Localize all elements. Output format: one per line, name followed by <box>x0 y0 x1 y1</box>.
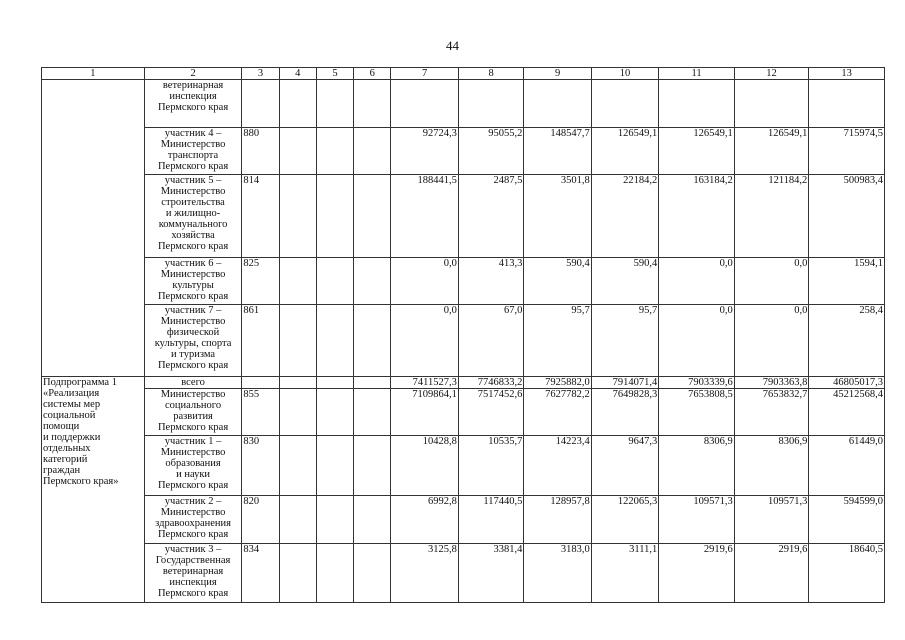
value-cell-col-12: 2919,6 <box>734 544 809 603</box>
code-cell: 820 <box>242 496 279 544</box>
value-cell-col-6 <box>354 258 391 305</box>
value-cell-col-12: 8306,9 <box>734 436 809 496</box>
table-row <box>42 496 885 544</box>
value-cell-col-8: 117440,5 <box>458 496 523 544</box>
value-cell-col-13: 18640,5 <box>809 544 885 603</box>
value-cell-col-7: 7411527,3 <box>391 377 458 389</box>
value-cell-col-7: 0,0 <box>391 305 458 377</box>
value-cell-col-12: 0,0 <box>734 305 809 377</box>
value-cell-col-9: 148547,7 <box>524 128 591 175</box>
value-cell-col-10: 3111,1 <box>591 544 658 603</box>
column-number-12: 12 <box>734 68 809 80</box>
value-cell-col-10: 22184,2 <box>591 175 658 258</box>
value-cell-col-13: 258,4 <box>809 305 885 377</box>
value-cell-col-9: 590,4 <box>524 258 591 305</box>
executor-cell: Министерство социального развития Пермского края <box>144 389 242 436</box>
value-cell-col-8: 10535,7 <box>458 436 523 496</box>
value-cell-col-11: 8306,9 <box>659 436 735 496</box>
executor-cell: участник 2 – Министерство здравоохранения Пермского края <box>144 496 242 544</box>
code-cell: 830 <box>242 436 279 496</box>
value-cell-col-5 <box>316 544 353 603</box>
column-number-9: 9 <box>524 68 591 80</box>
value-cell-col-5 <box>316 305 353 377</box>
value-cell-col-13: 594599,0 <box>809 496 885 544</box>
program-cell <box>42 80 145 377</box>
value-cell-col-13: 46805017,3 <box>809 377 885 389</box>
value-cell-col-9: 7627782,2 <box>524 389 591 436</box>
value-cell-col-10 <box>591 80 658 128</box>
value-cell-col-13: 61449,0 <box>809 436 885 496</box>
code-cell: 861 <box>242 305 279 377</box>
value-cell-col-12: 7903363,8 <box>734 377 809 389</box>
column-number-7: 7 <box>391 68 458 80</box>
subprogram-cell: Подпрограмма 1 «Реализация системы мер социальной помощи и поддержки отдельных категорий граждан Пермского края» <box>42 377 145 603</box>
value-cell-col-5 <box>316 80 353 128</box>
code-cell <box>242 80 279 128</box>
value-cell-col-11: 7903339,6 <box>659 377 735 389</box>
value-cell-col-4 <box>279 305 316 377</box>
table-row <box>42 258 885 305</box>
value-cell-col-12: 109571,3 <box>734 496 809 544</box>
value-cell-col-11: 126549,1 <box>659 128 735 175</box>
value-cell-col-10: 95,7 <box>591 305 658 377</box>
value-cell-col-9: 7925882,0 <box>524 377 591 389</box>
value-cell-col-4 <box>279 377 316 389</box>
value-cell-col-8: 2487,5 <box>458 175 523 258</box>
value-cell-col-12: 0,0 <box>734 258 809 305</box>
value-cell-col-6 <box>354 377 391 389</box>
value-cell-col-7: 7109864,1 <box>391 389 458 436</box>
value-cell-col-11: 0,0 <box>659 305 735 377</box>
value-cell-col-9: 3183,0 <box>524 544 591 603</box>
page-number: 44 <box>446 38 459 53</box>
value-cell-col-4 <box>279 258 316 305</box>
value-cell-col-4 <box>279 175 316 258</box>
value-cell-col-6 <box>354 389 391 436</box>
executor-cell: ветеринарная инспекция Пермского края <box>144 80 242 128</box>
table-row <box>42 544 885 603</box>
table-row <box>42 175 885 258</box>
value-cell-col-13: 715974,5 <box>809 128 885 175</box>
table-header-row <box>42 68 885 80</box>
code-cell: 880 <box>242 128 279 175</box>
table-row <box>42 128 885 175</box>
executor-cell: участник 7 – Министерство физической культуры, спорта и туризма Пермского края <box>144 305 242 377</box>
value-cell-col-10: 7649828,3 <box>591 389 658 436</box>
executor-cell: участник 6 – Министерство культуры Пермского края <box>144 258 242 305</box>
executor-cell: участник 4 – Министерство транспорта Пермского края <box>144 128 242 175</box>
value-cell-col-5 <box>316 496 353 544</box>
code-cell: 834 <box>242 544 279 603</box>
value-cell-col-8: 95055,2 <box>458 128 523 175</box>
table-row <box>42 305 885 377</box>
value-cell-col-5 <box>316 128 353 175</box>
value-cell-col-8: 7746833,2 <box>458 377 523 389</box>
value-cell-col-5 <box>316 258 353 305</box>
value-cell-col-9: 14223,4 <box>524 436 591 496</box>
column-number-2: 2 <box>144 68 242 80</box>
code-cell: 825 <box>242 258 279 305</box>
value-cell-col-10: 590,4 <box>591 258 658 305</box>
value-cell-col-11: 7653808,5 <box>659 389 735 436</box>
table-row <box>42 377 885 389</box>
value-cell-col-12: 7653832,7 <box>734 389 809 436</box>
executor-cell: участник 5 – Министерство строительства и жилищно- коммунального хозяйства Пермского края <box>144 175 242 258</box>
column-number-6: 6 <box>354 68 391 80</box>
value-cell-col-5 <box>316 175 353 258</box>
value-cell-col-6 <box>354 80 391 128</box>
value-cell-col-13: 500983,4 <box>809 175 885 258</box>
value-cell-col-9: 3501,8 <box>524 175 591 258</box>
value-cell-col-7 <box>391 80 458 128</box>
value-cell-col-9 <box>524 80 591 128</box>
value-cell-col-10: 126549,1 <box>591 128 658 175</box>
value-cell-col-9: 95,7 <box>524 305 591 377</box>
value-cell-col-6 <box>354 305 391 377</box>
value-cell-col-6 <box>354 128 391 175</box>
code-cell: 814 <box>242 175 279 258</box>
value-cell-col-8: 67,0 <box>458 305 523 377</box>
table-row <box>42 80 885 128</box>
value-cell-col-8: 3381,4 <box>458 544 523 603</box>
column-number-8: 8 <box>458 68 523 80</box>
value-cell-col-11: 0,0 <box>659 258 735 305</box>
value-cell-col-8 <box>458 80 523 128</box>
value-cell-col-6 <box>354 496 391 544</box>
value-cell-col-12: 121184,2 <box>734 175 809 258</box>
value-cell-col-11: 109571,3 <box>659 496 735 544</box>
value-cell-col-5 <box>316 389 353 436</box>
column-number-13: 13 <box>809 68 885 80</box>
column-number-10: 10 <box>591 68 658 80</box>
value-cell-col-4 <box>279 544 316 603</box>
value-cell-col-6 <box>354 544 391 603</box>
value-cell-col-7: 0,0 <box>391 258 458 305</box>
column-number-11: 11 <box>659 68 735 80</box>
value-cell-col-6 <box>354 175 391 258</box>
table-row <box>42 389 885 436</box>
table-row <box>42 436 885 496</box>
budget-table <box>41 67 885 603</box>
value-cell-col-6 <box>354 436 391 496</box>
value-cell-col-10: 122065,3 <box>591 496 658 544</box>
value-cell-col-8: 7517452,6 <box>458 389 523 436</box>
value-cell-col-4 <box>279 389 316 436</box>
value-cell-col-7: 3125,8 <box>391 544 458 603</box>
value-cell-col-7: 188441,5 <box>391 175 458 258</box>
value-cell-col-5 <box>316 436 353 496</box>
column-number-4: 4 <box>279 68 316 80</box>
code-cell <box>242 377 279 389</box>
value-cell-col-5 <box>316 377 353 389</box>
value-cell-col-10: 9647,3 <box>591 436 658 496</box>
column-number-5: 5 <box>316 68 353 80</box>
executor-cell: участник 3 – Государственная ветеринарная инспекция Пермского края <box>144 544 242 603</box>
value-cell-col-7: 6992,8 <box>391 496 458 544</box>
value-cell-col-10: 7914071,4 <box>591 377 658 389</box>
value-cell-col-13 <box>809 80 885 128</box>
value-cell-col-4 <box>279 496 316 544</box>
value-cell-col-4 <box>279 80 316 128</box>
value-cell-col-4 <box>279 436 316 496</box>
value-cell-col-11 <box>659 80 735 128</box>
value-cell-col-11: 2919,6 <box>659 544 735 603</box>
code-cell: 855 <box>242 389 279 436</box>
executor-cell: всего <box>144 377 242 389</box>
value-cell-col-4 <box>279 128 316 175</box>
value-cell-col-9: 128957,8 <box>524 496 591 544</box>
value-cell-col-12 <box>734 80 809 128</box>
executor-cell: участник 1 – Министерство образования и науки Пермского края <box>144 436 242 496</box>
value-cell-col-13: 1594,1 <box>809 258 885 305</box>
value-cell-col-7: 10428,8 <box>391 436 458 496</box>
value-cell-col-13: 45212568,4 <box>809 389 885 436</box>
column-number-1: 1 <box>42 68 145 80</box>
value-cell-col-12: 126549,1 <box>734 128 809 175</box>
value-cell-col-8: 413,3 <box>458 258 523 305</box>
value-cell-col-7: 92724,3 <box>391 128 458 175</box>
column-number-3: 3 <box>242 68 279 80</box>
value-cell-col-11: 163184,2 <box>659 175 735 258</box>
